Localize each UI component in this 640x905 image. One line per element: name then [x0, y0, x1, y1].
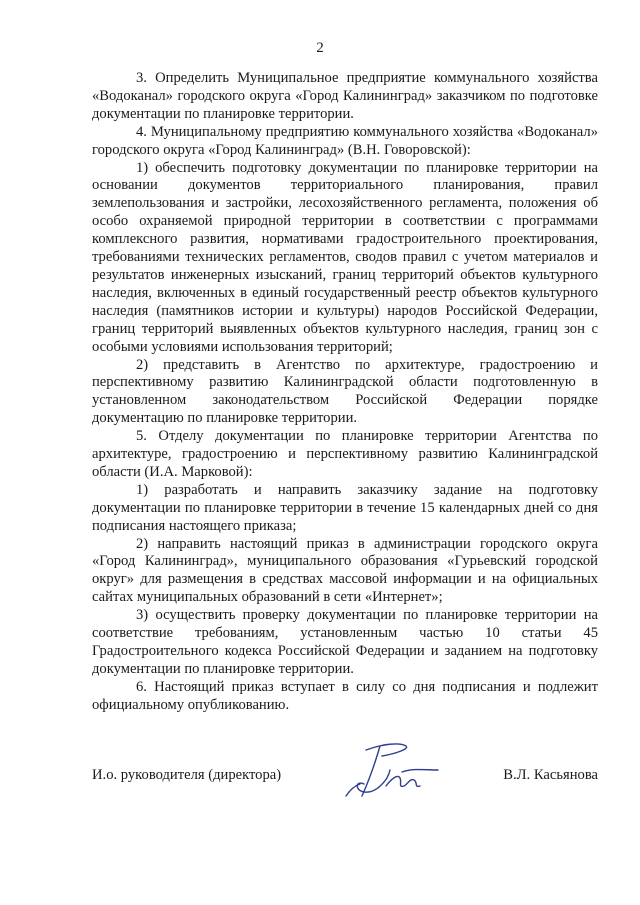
paragraph-item-3: 3. Определить Муниципальное предприятие коммунального хозяйства «Водоканал» городского округа «Город Калининград» заказчиком по подготовке документации по планировке территории.	[92, 70, 598, 122]
page-number: 2	[316, 40, 324, 56]
order-body	[92, 70, 598, 715]
handwritten-signature	[342, 740, 462, 802]
paragraph-subitem-5-2: 2) направить настоящий приказ в администрации городского округа «Город Калининград», муниципального образования «Гурьевский городской округ» для размещения в средствах массовой информации и на официальных сайтах муниципальных образований в сети «Интернет»;	[92, 535, 598, 606]
paragraph-subitem-5-3: 3) осуществить проверку документации по планировке территории на соответствие требованиям, установленным частью 10 статьи 45 Градостроительного кодекса Российской Федерации и заданием на подготовку документации по планировке территории.	[92, 607, 598, 677]
paragraph-item-5: 5. Отделу документации по планировке территории Агентства по архитектуре, градостроению и перспективному развитию Калининградской области (И.А. Марковой):	[92, 428, 598, 480]
paragraph-subitem-4-1: 1) обеспечить подготовку документации по планировке территории на основании документов территориального планирования, правил землепользования и застройки, лесохозяйственного регламента, положения об особо охраняемой природной территории в соответствии с программами комплексного развития, нормативами градостроительного проектирования, требованиями технических регламентов, сводов правил с учетом материалов и результатов инженерных изысканий, границ территорий объектов культурного наследия, включенных в единый государственный реестр объектов культурного наследия (памятников истории и культуры) народов Российской Федерации, границ территорий выявленных объектов культурного наследия, границ зон с особыми условиями использования территорий;	[92, 159, 598, 355]
paragraph-subitem-4-2: 2) представить в Агентство по архитектуре, градостроению и перспективному развитию Калининградской области подготовленную в установленном законодательством Российской Федерации порядке документацию по планировке территории.	[92, 356, 598, 427]
paragraph-subitem-5-1: 1) разработать и направить заказчику задание на подготовку документации по планировке территории в течение 15 календарных дней со дня подписания настоящего приказа;	[92, 481, 598, 534]
signatory-name: В.Л. Касьянова	[503, 767, 598, 783]
signatory-title: И.о. руководителя (директора)	[92, 767, 282, 783]
paragraph-item-6: 6. Настоящий приказ вступает в силу со дня подписания и подлежит официальному опубликованию.	[92, 678, 598, 713]
signature-block	[92, 740, 598, 810]
paragraph-item-4: 4. Муниципальному предприятию коммунального хозяйства «Водоканал» городского округа «Город Калининград» (В.Н. Говоровской):	[92, 123, 598, 158]
